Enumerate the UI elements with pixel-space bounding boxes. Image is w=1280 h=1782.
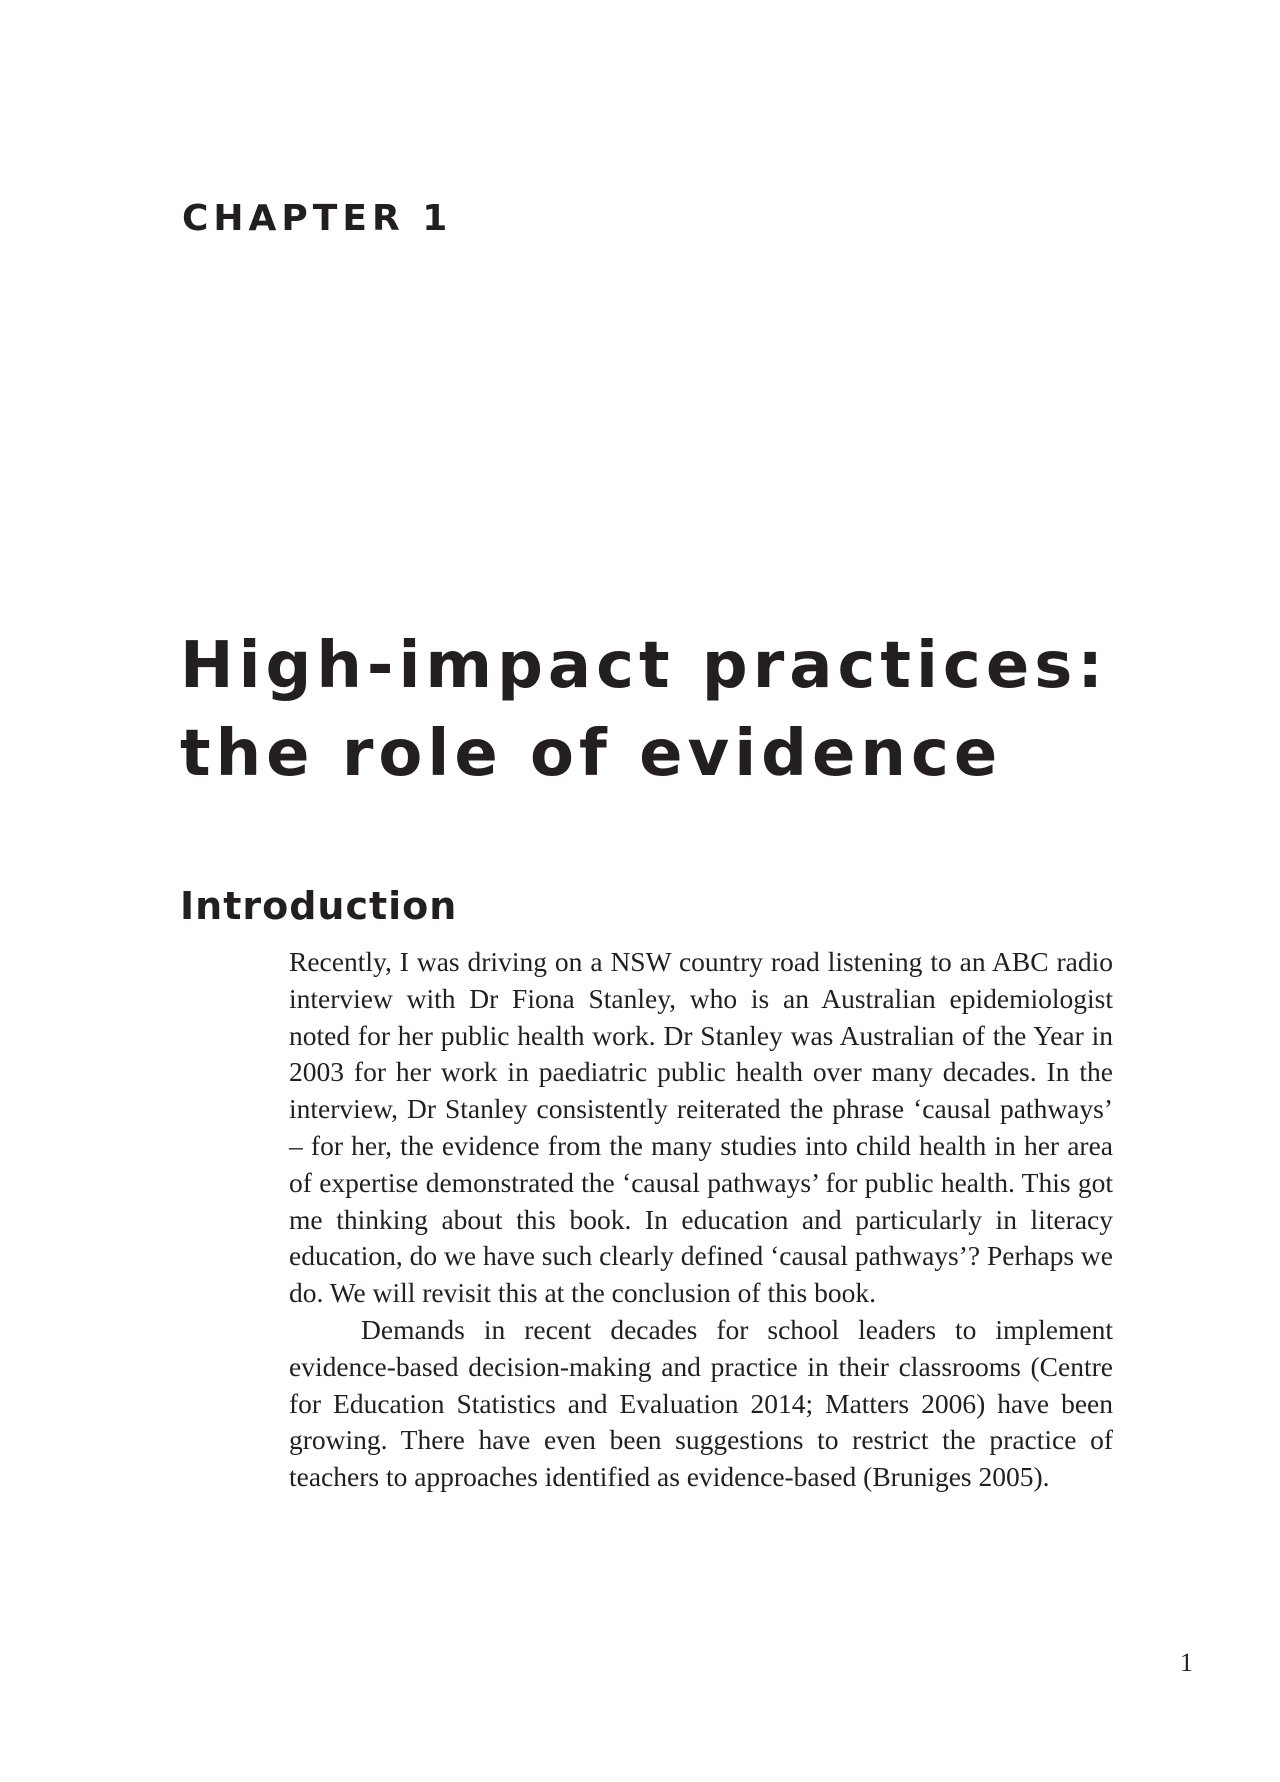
chapter-title-line-2: the role of evidence: [180, 717, 1003, 791]
chapter-label: CHAPTER 1: [182, 198, 453, 239]
body-text: [289, 944, 1113, 1496]
chapter-title-line-1: High-impact practices:: [180, 629, 1108, 703]
chapter-title: [180, 622, 1180, 798]
paragraph-1: Recently, I was driving on a NSW country road listening to an ABC radio interview with Dr Fiona Stanley, who is an Australian epidemiologist noted for her public health work. Dr Stanley was Australian of the Year in 2003 for her work in paediatric public health over many decades. In the interview, Dr Stanley consistently reiterated the phrase ‘causal pathways’ – for her, the evidence from the many studies into child health in her area of expertise demonstrated the ‘causal pathways’ for public health. This got me thinking about this book. In education and particularly in literacy education, do we have such clearly defined ‘causal pathways’? Perhaps we do. We will revisit this at the conclusion of this book.: [289, 946, 1113, 1309]
section-heading: Introduction: [180, 884, 458, 928]
paragraph-2: Demands in recent decades for school leaders to implement evidence-based decision-making and practice in their classrooms (Centre for Education Statistics and Evaluation 2014; Matters 2006) have been growing. There have even been suggestions to restrict the practice of teachers to approaches identified as evidence-based (Bruniges 2005).: [289, 1313, 1113, 1493]
page-number: 1: [1180, 1648, 1193, 1677]
